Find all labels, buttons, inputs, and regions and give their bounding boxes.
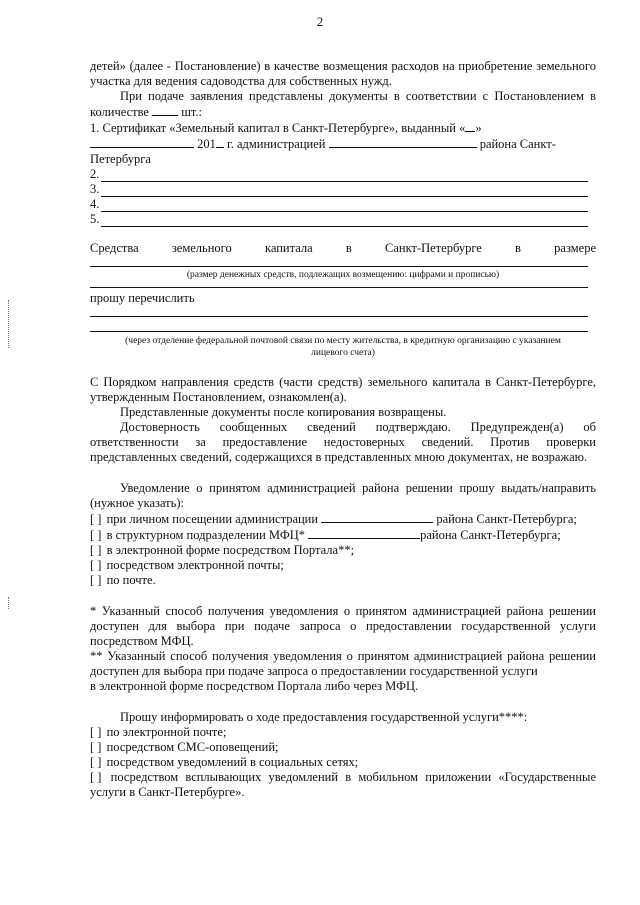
document-line (90, 212, 596, 227)
transfer-caption-line-2: лицевого счета) (311, 348, 375, 358)
page-number: 2 (316, 14, 324, 29)
document-number: 5. (90, 212, 100, 226)
notify-option-label: посредством электронной почты; (106, 558, 284, 572)
inform-option-sms (90, 740, 596, 755)
document-number: 2. (90, 167, 100, 181)
certificate-month-field[interactable] (90, 136, 194, 148)
document-number: 4. (90, 197, 100, 211)
transfer-caption-line-1: (через отделение федеральной почтовой связи по месту жительства, в кредитную организацию с указанием (125, 336, 561, 346)
confirm-paragraph: Достоверность сообщенных сведений подтверждаю. Предупрежден(а) об ответственности за предоставление недостоверных сведений. Против проверки представленных сведений, содержащихся в представленных мною документах, не возражаю. (90, 420, 596, 464)
certificate-line (90, 120, 596, 136)
inform-option-label: по электронной почте; (106, 725, 227, 739)
notify-option-label: в электронной форме посредством Портала**; (106, 543, 355, 557)
checkbox[interactable]: [ ] (90, 558, 102, 572)
transfer-caption (90, 335, 596, 359)
document-field[interactable] (101, 170, 588, 182)
inform-option-label: посредством уведомлений в социальных сетях; (106, 755, 359, 769)
intro-paragraph: детей» (далее - Постановление) в качестве возмещения расходов на приобретение земельного участка для ведения садоводства для собственных нужд. (90, 59, 596, 88)
document-number: 3. (90, 182, 100, 196)
document-field[interactable] (101, 185, 588, 197)
inform-option-label: посредством всплывающих уведомлений в мобильном приложении «Государственные услуги в Санкт-Петербурге». (90, 770, 596, 799)
checkbox[interactable]: [ ] (90, 543, 102, 557)
notify-mfc-district-field[interactable] (308, 527, 420, 539)
checkbox[interactable]: [ ] (90, 573, 102, 587)
notify-option-email (90, 558, 596, 573)
margin-mark (8, 597, 10, 609)
checkbox[interactable]: [ ] (90, 512, 102, 526)
inform-heading: Прошу информировать о ходе предоставления государственной услуги****: (120, 710, 528, 724)
documents-suffix: шт.: (181, 105, 202, 119)
footnote-mfc: * Указанный способ получения уведомления о принятом администрацией района решении доступен для выбора при подаче запроса о предоставлении государственной услуги посредством МФЦ. (90, 604, 596, 648)
checkbox[interactable]: [ ] (90, 755, 102, 769)
returned-paragraph: Представленные документы после копирования возвращены. (120, 405, 447, 419)
document-field[interactable] (101, 200, 588, 212)
documents-paragraph (90, 89, 596, 120)
funds-amount-field[interactable] (90, 256, 588, 267)
certificate-administration: г. администрацией (227, 137, 326, 151)
certificate-day-field[interactable] (465, 120, 475, 132)
footnote-portal-tail: в электронной форме посредством Портала либо через МФЦ. (90, 679, 419, 693)
certificate-line-2 (90, 136, 596, 152)
notify-option-admin (90, 511, 596, 527)
notify-option-suffix: района Санкт-Петербурга; (420, 528, 561, 542)
footnote-portal: ** Указанный способ получения уведомления о принятом администрацией района решении доступен для выбора при подаче запроса о предоставлении государственной услуги (90, 649, 596, 678)
familiar-paragraph: С Порядком направления средств (части средств) земельного капитала в Санкт-Петербурге, утвержденным Постановлением, ознакомлен(а). (90, 375, 596, 404)
funds-line: Средства земельного капитала в Санкт-Петербурге в размере (90, 241, 596, 255)
certificate-quote-close: » (475, 121, 482, 135)
transfer-field[interactable] (90, 306, 588, 317)
certificate-year-field[interactable] (216, 136, 224, 148)
inform-option-label: посредством СМС-оповещений; (106, 740, 279, 754)
certificate-year: 201 (197, 137, 216, 151)
certificate-district-suffix: района Санкт- (479, 137, 556, 151)
document-line (90, 197, 596, 212)
document-field[interactable] (101, 215, 588, 227)
certificate-text: 1. Сертификат «Земельный капитал в Санкт-Петербурге», выданный « (90, 121, 466, 135)
inform-option-email (90, 725, 596, 740)
inform-option-app (90, 770, 596, 800)
checkbox[interactable]: [ ] (90, 725, 102, 739)
notify-heading: Уведомление о принятом администрацией района решении прошу выдать/направить (нужное указать): (90, 481, 596, 510)
checkbox[interactable]: [ ] (90, 770, 102, 784)
certificate-city: Петербурга (90, 152, 151, 166)
funds-amount-field-2[interactable] (90, 281, 588, 288)
transfer-label: прошу перечислить (90, 291, 195, 305)
notify-option-post (90, 573, 596, 588)
notify-option-mfc (90, 527, 596, 543)
document-body (90, 59, 596, 800)
certificate-district-field[interactable] (329, 136, 477, 148)
notify-option-label: в структурном подразделении МФЦ* (106, 528, 305, 542)
notify-option-suffix: района Санкт-Петербурга; (436, 512, 577, 526)
document-line (90, 182, 596, 197)
notify-option-portal (90, 543, 596, 558)
documents-count-field[interactable] (152, 104, 178, 116)
document-line (90, 167, 596, 182)
funds-amount-caption: (размер денежных средств, подлежащих возмещению: цифрами и прописью) (186, 270, 500, 280)
notify-option-label: при личном посещении администрации (106, 512, 319, 526)
checkbox[interactable]: [ ] (90, 740, 102, 754)
checkbox[interactable]: [ ] (90, 528, 102, 542)
margin-mark (8, 300, 10, 348)
inform-option-social (90, 755, 596, 770)
notify-option-label: по почте. (106, 573, 156, 587)
notify-admin-district-field[interactable] (321, 511, 433, 523)
transfer-field-2[interactable] (90, 317, 588, 332)
documents-text: При подаче заявления представлены документы в соответствии с Постановлением в количестве (90, 89, 596, 119)
